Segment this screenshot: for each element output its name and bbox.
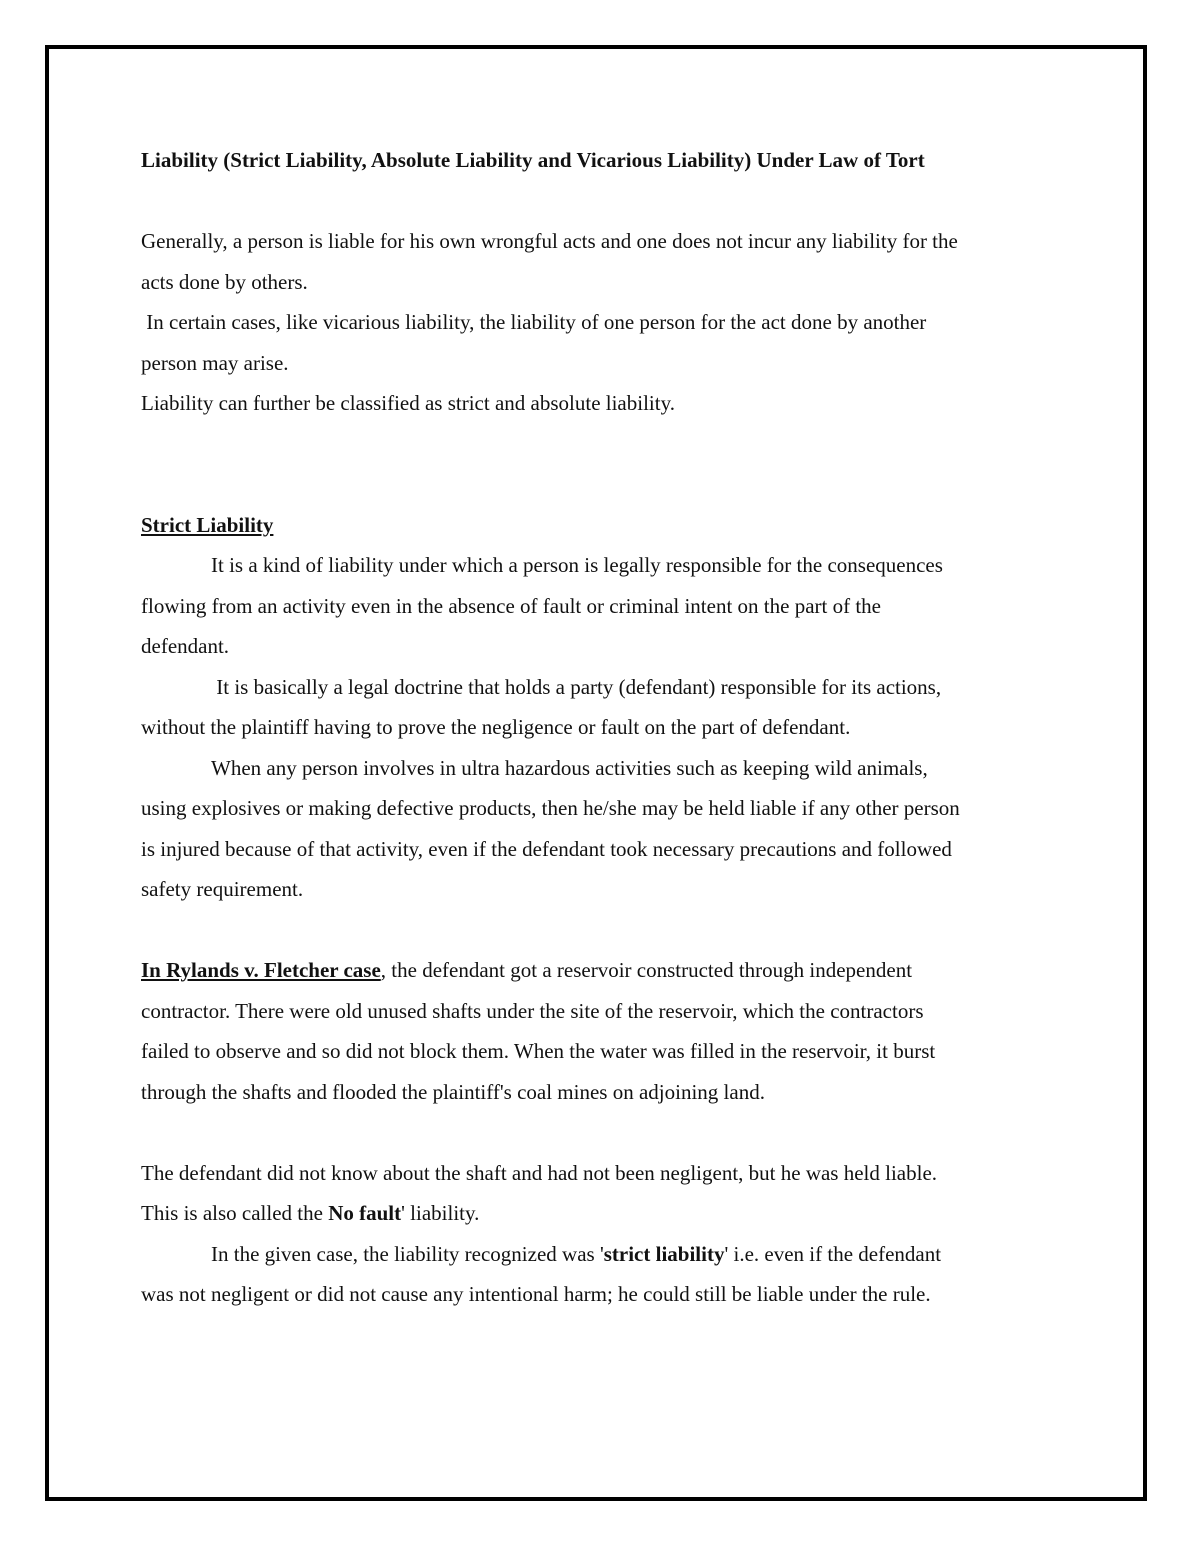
paragraph-line: safety requirement. (141, 877, 304, 901)
paragraph-line: is injured because of that activity, even if the defendant took necessary precautions and followed (141, 836, 952, 861)
paragraph-line: When any person involves in ultra hazardous activities such as keeping wild animals, (211, 755, 928, 780)
case-name: In Rylands v. Fletcher case (141, 958, 381, 982)
case-text: , the defendant got a reservoir constructed through independent (380, 958, 913, 982)
conclusion-line: was not negligent or did not cause any intentional harm; he could still be liable under the rule. (141, 1282, 931, 1306)
no-fault-term: No fault (328, 1201, 402, 1225)
case-paragraph-line: failed to observe and so did not block them. When the water was filled in the reservoir, it burst (141, 1039, 936, 1063)
conclusion-line: The defendant did not know about the shaft and had not been negligent, but he was held liable. (141, 1160, 938, 1185)
intro-line: person may arise. (141, 350, 289, 375)
document-body (141, 140, 1071, 1315)
intro-line: acts done by others. (141, 269, 308, 294)
conclusion-text: ' liability. (401, 1201, 480, 1225)
case-paragraph-line (141, 950, 1071, 991)
paragraph-line: It is basically a legal doctrine that holds a party (defendant) responsible for its actions, (211, 674, 942, 699)
case-paragraph-line: through the shafts and flooded the plaintiff's coal mines on adjoining land. (141, 1079, 765, 1104)
spacer (141, 181, 1071, 222)
conclusion-line (141, 1193, 1071, 1234)
spacer (141, 910, 1071, 951)
paragraph-line: defendant. (141, 634, 230, 658)
intro-line: In certain cases, like vicarious liability, the liability of one person for the act done by another (141, 310, 927, 334)
case-paragraph-line: contractor. There were old unused shafts under the site of the reservoir, which the contractors (141, 998, 924, 1023)
paragraph-line: without the plaintiff having to prove the negligence or fault on the part of defendant. (141, 715, 851, 739)
conclusion-text: ' i.e. even if the defendant (724, 1241, 942, 1266)
conclusion-line (141, 1234, 1071, 1275)
spacer (141, 1112, 1071, 1153)
spacer (141, 424, 1071, 505)
intro-line: Liability can further be classified as strict and absolute liability. (141, 391, 675, 415)
paragraph-line: flowing from an activity even in the absence of fault or criminal intent on the part of the (141, 593, 882, 618)
paragraph-line: It is a kind of liability under which a person is legally responsible for the consequences (211, 553, 943, 577)
paragraph-line: using explosives or making defective products, then he/she may be held liable if any other person (141, 796, 960, 820)
conclusion-text: This is also called the (141, 1201, 329, 1225)
section-heading-strict-liability: Strict Liability (141, 512, 274, 537)
intro-line: Generally, a person is liable for his own wrongful acts and one does not incur any liability for the (141, 229, 958, 253)
document-title: Liability (Strict Liability, Absolute Liability and Vicarious Liability) Under Law of Tort (141, 148, 925, 172)
strict-liability-term: strict liability (603, 1241, 725, 1266)
conclusion-text: In the given case, the liability recognized was ' (211, 1241, 604, 1266)
